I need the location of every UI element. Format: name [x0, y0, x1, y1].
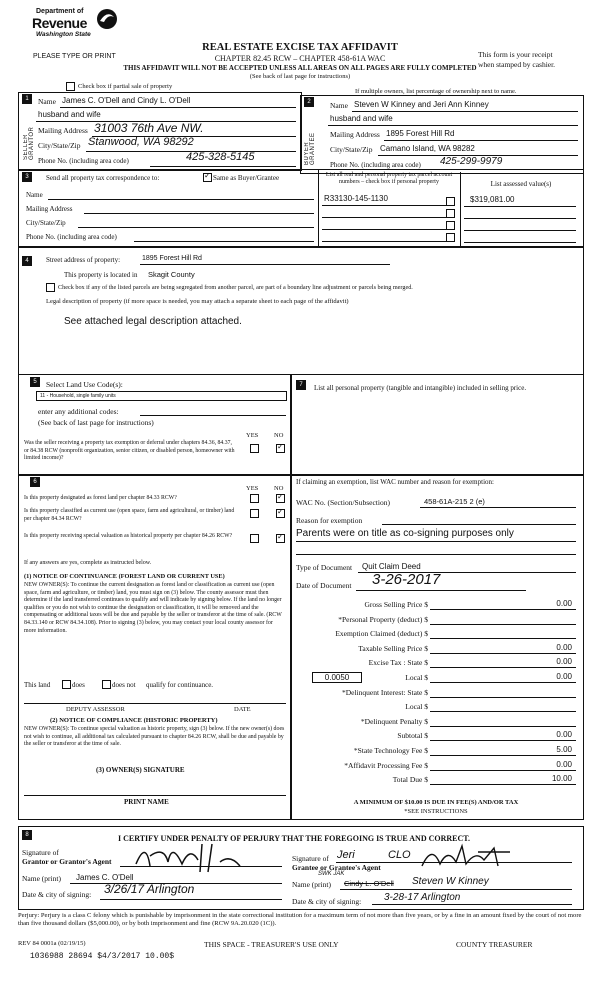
segregated-label: Check box if any of the listed parcels are being segregated from another parcel, are part of a boundary line adjustment or parcels being merged. — [58, 284, 413, 291]
form-revision: REV 84 0001a (02/19/15) — [18, 940, 86, 947]
s6-q3-no[interactable] — [276, 534, 285, 543]
section-7-number: 7 — [296, 380, 306, 390]
calc-row-label: *State Technology Fee $ — [353, 746, 428, 755]
calc-row-label: *Affidavit Processing Fee $ — [344, 760, 428, 770]
personal-property-checkbox-4[interactable] — [446, 233, 455, 242]
seller-mail-value[interactable]: 31003 76th Ave NW. — [94, 121, 204, 135]
seller-name-value-2[interactable]: husband and wife — [38, 110, 101, 119]
calc-row-label: Local $ — [405, 702, 428, 712]
calc-row-label: Local $ — [405, 673, 428, 682]
doc-date-label: Date of Document — [296, 581, 352, 590]
seller-mail-label: Mailing Address — [38, 126, 88, 135]
section-1-number: 1 — [22, 94, 32, 104]
notice-2-title: (2) NOTICE OF COMPLIANCE (HISTORIC PROPERTY) — [50, 717, 218, 724]
notice-2-body: NEW OWNER(S): To continue special valuation as historic property, sign (3) below. If the new owner(s) does not wish to continue, all additional tax calculated pursuant to chapter 84.26 RCW, shall be due and payable by the seller or transferor at the time of sale. — [24, 726, 285, 748]
calc-row-value[interactable]: 10.00 — [551, 774, 572, 784]
seller-name-value[interactable]: James C. O'Dell and Cindy L. O'Dell — [62, 96, 191, 105]
calc-row-label: Exemption Claimed (deduct) $ — [335, 629, 428, 639]
partial-sale-label: Check box if partial sale of property — [78, 83, 173, 90]
agency-line1: Department of — [36, 8, 84, 15]
calc-row-label: *Delinquent Penalty $ — [360, 716, 428, 726]
same-as-buyer-label: Same as Buyer/Grantee — [213, 174, 280, 182]
grantor-sig-label-1: Signature of — [22, 848, 59, 857]
multiple-owners-note: If multiple owners, list percentage of ownership next to name. — [355, 88, 517, 95]
calc-row-label: Total Due $ — [392, 775, 428, 785]
assessor-date-label: DATE — [234, 706, 251, 713]
corr-city-label: City/State/Zip — [26, 219, 66, 227]
local-rate-value: 0.0050 — [324, 673, 350, 682]
this-land-label: This land — [24, 681, 51, 689]
calc-row-label: Excise Tax : State $ — [368, 658, 428, 668]
section-7-label: List all personal property (tangible and intangible) included in selling price. — [314, 384, 527, 392]
receipt-note-2: when stamped by cashier. — [478, 60, 556, 69]
grantee-date-label: Date & city of signing: — [292, 897, 362, 906]
calc-row-value[interactable]: 0.00 — [556, 759, 572, 769]
calc-row-label: Taxable Selling Price $ — [358, 643, 428, 653]
s6-no-header: NO — [274, 485, 284, 492]
grantee-sig-note: Jeri — [337, 849, 355, 861]
s6-if-yes: If any answers are yes, complete as instructed below. — [24, 560, 152, 566]
seller-city-label: City/State/Zip — [38, 141, 81, 150]
wac-label: WAC No. (Section/Subsection) — [296, 498, 390, 507]
reason-value[interactable]: Parents were on title as co-signing purposes only — [296, 528, 514, 539]
s6-yes-header: YES — [246, 485, 259, 492]
buyer-mail-value[interactable]: 1895 Forest Hill Rd — [386, 129, 455, 138]
county-treasurer: COUNTY TREASURER — [456, 940, 533, 949]
grantor-sig-label-2: Grantor or Grantor's Agent — [22, 857, 112, 866]
grantor-name-label: Name (print) — [22, 874, 61, 883]
perjury-notice: Perjury: Perjury is a class C felony which is punishable by imprisonment in the state correctional institution for a maximum term of not more than five years, or by a fine in an amount fixed by the court of not more than five thousand dollars ($5,000.00), or by both imprisonment and fine (RCW 9A.20.020 (1C)). — [18, 912, 582, 927]
section-8-number: 8 — [22, 830, 32, 840]
calc-row-value[interactable]: 0.00 — [556, 599, 572, 608]
land-use-value: 11 - Household, single family units — [40, 393, 116, 399]
s6-question-2: Is this property classified as current use (open space, farm and agricultural, or timber) land per chapter 84.34 RCW? — [24, 508, 235, 522]
buyer-city-value[interactable]: Camano Island, WA 98282 — [380, 144, 475, 153]
corr-mail-label: Mailing Address — [26, 205, 73, 213]
s5-q1-no[interactable] — [276, 444, 285, 453]
buyer-city-label: City/State/Zip — [330, 145, 373, 154]
form-chapter: CHAPTER 82.45 RCW – CHAPTER 458-61A WAC — [214, 54, 386, 63]
dor-swirl-icon — [94, 8, 120, 30]
exemption-label: If claiming an exemption, list WAC number and reason for exemption: — [296, 478, 494, 486]
grantee-name-value[interactable]: Steven W Kinney — [412, 876, 489, 887]
land-does-not-label: does not — [112, 681, 136, 689]
assessed-header: List assessed value(s) — [490, 180, 552, 188]
deputy-assessor-label: DEPUTY ASSESSOR — [66, 706, 125, 713]
corr-phone-label: Phone No. (including area code) — [26, 233, 117, 241]
s5-yes-header: YES — [246, 432, 259, 439]
land-does-checkbox[interactable] — [62, 680, 71, 689]
legal-value[interactable]: See attached legal description attached. — [64, 316, 242, 327]
min-due-label: A MINIMUM OF $10.00 IS DUE IN FEE(S) AND/OR TAX — [353, 799, 519, 806]
located-label: This property is located in — [64, 271, 138, 279]
legal-label: Legal description of property (if more space is needed, you may attach a separate sheet to each page of the affidavit) — [46, 298, 349, 305]
personal-property-checkbox-3[interactable] — [446, 221, 455, 230]
s6-q2-no[interactable] — [276, 509, 285, 518]
seller-side-label: SELLER GRANTOR — [23, 126, 35, 160]
parcel-number[interactable]: R33130-145-1130 — [324, 194, 388, 203]
s6-question-1: Is this property designated as forest land per chapter 84.33 RCW? — [24, 495, 177, 501]
print-instruction: PLEASE TYPE OR PRINT — [33, 53, 116, 60]
land-does-not-checkbox[interactable] — [102, 680, 111, 689]
section-3-number: 3 — [22, 172, 32, 182]
treasurer-stamp: 1036988 28694 $4/3/2017 10.00$ — [30, 952, 175, 961]
notice-1-title: (1) NOTICE OF CONTINUANCE (FOREST LAND OR CURRENT USE) — [24, 573, 225, 580]
seller-phone-value[interactable]: 425-328-5145 — [186, 151, 255, 163]
owner-signature-label: (3) OWNER(S) SIGNATURE — [96, 766, 185, 774]
seller-phone-label: Phone No. (including area code) — [38, 157, 129, 165]
grantor-date-value[interactable]: 3/26/17 Arlington — [104, 882, 195, 896]
land-use-select[interactable] — [36, 391, 287, 401]
certify-statement: I CERTIFY UNDER PENALTY OF PERJURY THAT THE FOREGOING IS TRUE AND CORRECT. — [118, 834, 471, 843]
partial-sale-checkbox[interactable] — [66, 82, 75, 91]
agency-line3: Washington State — [36, 31, 91, 38]
print-name-label: PRINT NAME — [124, 798, 169, 806]
grantee-name-struck: Cindy L. O'Dell — [344, 879, 394, 888]
land-does-label: does — [72, 681, 85, 689]
calc-row-value[interactable]: 0.00 — [556, 672, 572, 681]
section-2-number: 2 — [304, 97, 314, 107]
segregated-checkbox[interactable] — [46, 283, 55, 292]
buyer-name-label: Name — [330, 101, 348, 110]
seller-name-label: Name — [38, 97, 56, 106]
agency-line2: Revenue — [32, 15, 87, 31]
same-as-buyer-checkbox[interactable] — [203, 173, 212, 182]
form-see-back: (See back of last page for instructions) — [249, 73, 351, 80]
grantee-sig-note-2: CLO — [388, 849, 411, 861]
located-value[interactable]: Skagit County — [148, 270, 195, 279]
s5-question-1: Was the seller receiving a property tax exemption or deferral under chapters 84.36, 84.37, or 84.38 RCW (nonprofit organization, senior citizen, or disabled person, homeowner with limited income)? — [24, 440, 235, 461]
buyer-side-label: BUYER GRANTEE — [304, 132, 316, 165]
street-value[interactable]: 1895 Forest Hill Rd — [142, 255, 202, 262]
s5-no-header: NO — [274, 432, 284, 439]
doc-type-label: Type of Document — [296, 563, 353, 572]
form-title: REAL ESTATE EXCISE TAX AFFIDAVIT — [202, 42, 398, 53]
buyer-phone-label: Phone No. (including area code) — [330, 161, 421, 169]
s5-q1-yes[interactable] — [250, 444, 259, 453]
see-instructions-label: *SEE INSTRUCTIONS — [404, 808, 468, 815]
section-6-number: 6 — [30, 477, 40, 487]
doc-date-value[interactable]: 3-26-2017 — [372, 571, 441, 588]
seller-city-value[interactable]: Stanwood, WA 98292 — [88, 136, 194, 148]
personal-property-checkbox-1[interactable] — [446, 197, 455, 206]
grantee-initials-note: SWK JAK — [318, 871, 345, 877]
section-4-property — [18, 246, 584, 375]
personal-property-checkbox-2[interactable] — [446, 209, 455, 218]
qualify-label: qualify for continuance. — [146, 681, 214, 689]
calc-row-label: Gross Selling Price $ — [364, 600, 428, 609]
calc-row-value[interactable]: 0.00 — [556, 657, 572, 667]
parcel-header: List all real and personal property tax parcel account numbers – check box if personal property — [325, 172, 453, 185]
grantor-name-value[interactable]: James C. O'Dell — [76, 873, 134, 882]
treasurer-space: THIS SPACE - TREASURER'S USE ONLY — [204, 940, 339, 949]
grantee-sig-label-1: Signature of — [292, 854, 329, 863]
buyer-name-value[interactable]: Steven W Kinney and Jeri Ann Kinney — [354, 100, 489, 109]
buyer-name-value-2[interactable]: husband and wife — [330, 114, 393, 123]
additional-codes-label: enter any additional codes: — [38, 407, 119, 416]
receipt-note-1: This form is your receipt — [478, 50, 553, 59]
buyer-mail-label: Mailing Address — [330, 130, 380, 139]
section-4-number: 4 — [22, 256, 32, 266]
grantee-name-label: Name (print) — [292, 880, 331, 889]
s6-q2-yes[interactable] — [250, 509, 259, 518]
reason-label: Reason for exemption — [296, 516, 363, 525]
grantee-sig-label-2: Grantee or Grantee's Agent — [292, 863, 381, 872]
grantee-signature-icon — [418, 842, 518, 872]
section-5-number: 5 — [30, 377, 40, 387]
grantor-signature-icon — [128, 836, 268, 876]
s6-q1-no[interactable] — [276, 494, 285, 503]
calc-row-value[interactable]: 0.00 — [556, 730, 572, 740]
calc-row-label: Subtotal $ — [397, 731, 428, 741]
s6-q1-yes[interactable] — [250, 494, 259, 503]
calc-row-value[interactable]: 0.00 — [556, 642, 572, 652]
assessed-value[interactable]: $319,081.00 — [470, 195, 515, 204]
grantor-date-label: Date & city of signing: — [22, 890, 92, 899]
s6-q3-yes[interactable] — [250, 534, 259, 543]
section5-see-back: (See back of last page for instructions) — [38, 418, 154, 427]
form-warning: THIS AFFIDAVIT WILL NOT BE ACCEPTED UNLESS ALL AREAS ON ALL PAGES ARE FULLY COMPLETED — [123, 64, 477, 72]
street-label: Street address of property: — [46, 256, 121, 264]
dor-logo — [28, 6, 128, 46]
local-rate-box[interactable] — [312, 672, 362, 683]
calc-row-label: *Personal Property (deduct) $ — [338, 614, 428, 624]
corr-name-label: Name — [26, 191, 43, 199]
buyer-phone-value[interactable]: 425-299-9979 — [440, 156, 503, 167]
notice-1-body: NEW OWNER(S): To continue the current designation as forest land or classification as current use (open space, farm and agriculture, or timber) land, you must sign on (3) below. The county assessor must then determine if the land transferred continues to qualify and will indicate by signing below. If the land no longer qualifies or you do not wish to continue the designation or classification, it will be removed and the compensating or additional taxes will be due and payable by the seller or transferor at the time of sale. (RCW 84.33.140 or RCW 84.34.108). Prior to signing (3) below, you may contact your local county assessor for more information. — [24, 582, 282, 634]
calc-row-label: *Delinquent Interest: State $ — [341, 687, 428, 697]
s6-question-3: Is this property receiving special valuation as historical property per chapter 84.26 RCW? — [24, 533, 233, 539]
calc-row-value[interactable]: 5.00 — [556, 745, 572, 754]
wac-value[interactable]: 458-61A-215 2 (e) — [424, 497, 485, 506]
doc-type-value[interactable]: Quit Claim Deed — [362, 562, 421, 571]
grantee-date-value[interactable]: 3-28-17 Arlington — [384, 892, 461, 903]
send-correspondence-label: Send all property tax correspondence to: — [46, 174, 160, 182]
land-use-label: Select Land Use Code(s): — [46, 380, 123, 389]
